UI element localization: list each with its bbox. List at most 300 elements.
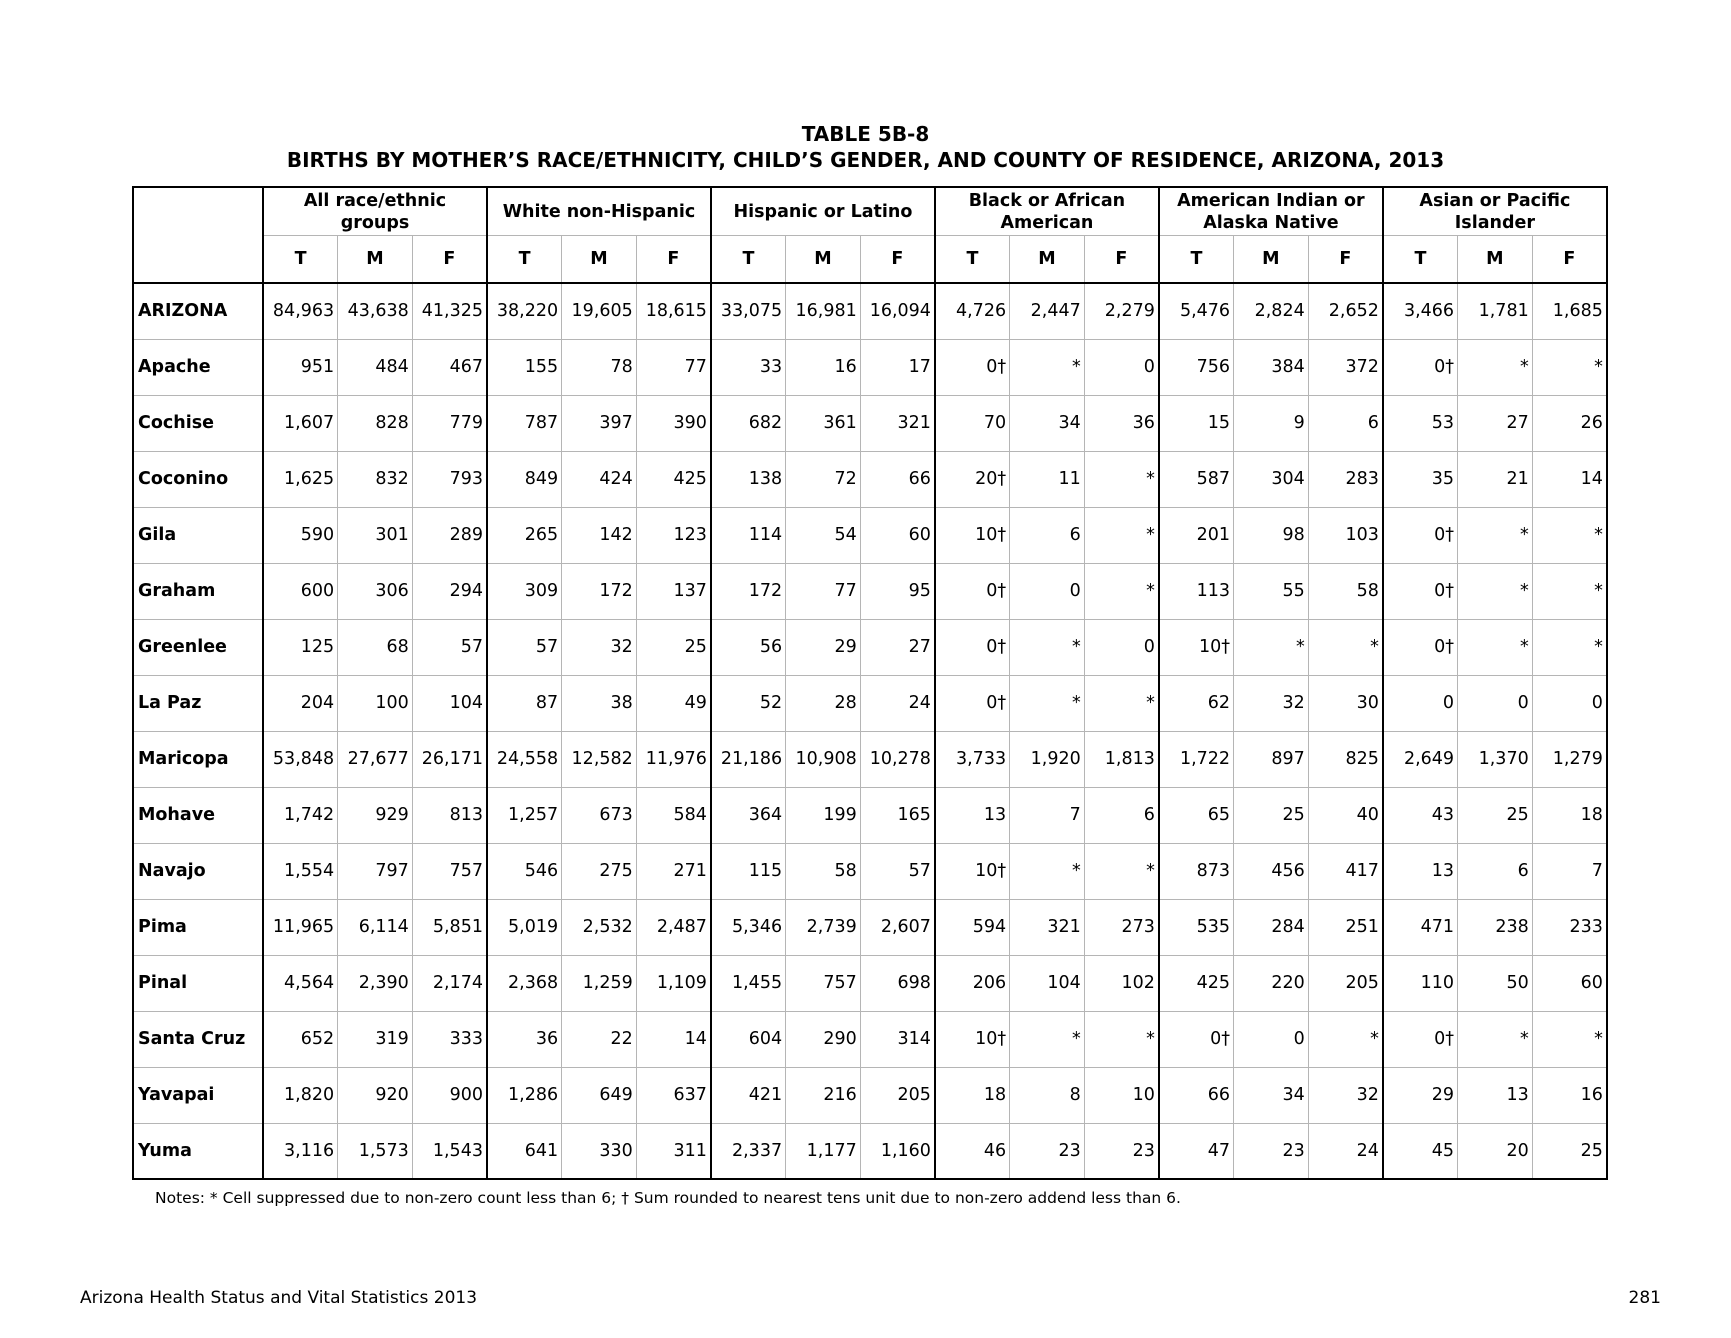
data-cell: 60 [1532, 955, 1607, 1011]
data-cell: 33 [711, 339, 786, 395]
footer-publication: Arizona Health Status and Vital Statistics 2013 [80, 1288, 478, 1308]
data-cell: 5,346 [711, 899, 786, 955]
county-name: Gila [133, 507, 263, 563]
data-cell: 1,160 [860, 1123, 935, 1179]
data-cell: 306 [338, 563, 413, 619]
data-cell: 698 [860, 955, 935, 1011]
data-cell: 32 [562, 619, 637, 675]
data-cell: 22 [562, 1011, 637, 1067]
data-cell: 41,325 [412, 283, 487, 339]
data-cell: 27,677 [338, 731, 413, 787]
data-cell: 471 [1383, 899, 1458, 955]
data-cell: 5,476 [1159, 283, 1234, 339]
data-cell: 26,171 [412, 731, 487, 787]
county-name: Graham [133, 563, 263, 619]
data-cell: 793 [412, 451, 487, 507]
data-cell: * [1084, 563, 1159, 619]
data-cell: 652 [263, 1011, 338, 1067]
data-cell: 20 [1458, 1123, 1533, 1179]
data-cell: 1,543 [412, 1123, 487, 1179]
data-cell: 275 [562, 843, 637, 899]
data-cell: 10† [935, 843, 1010, 899]
data-cell: 216 [786, 1067, 861, 1123]
data-cell: 397 [562, 395, 637, 451]
data-cell: 1,920 [1010, 731, 1085, 787]
data-cell: 535 [1159, 899, 1234, 955]
data-cell: 0 [1084, 619, 1159, 675]
data-cell: 32 [1308, 1067, 1383, 1123]
data-cell: 637 [636, 1067, 711, 1123]
subheader-t: T [1159, 236, 1234, 284]
data-cell: 0 [1084, 339, 1159, 395]
county-name: La Paz [133, 675, 263, 731]
table-row [133, 731, 1607, 787]
subheader-f: F [636, 236, 711, 284]
subheader-f: F [860, 236, 935, 284]
data-cell: 49 [636, 675, 711, 731]
county-name: Yavapai [133, 1067, 263, 1123]
data-cell: 98 [1234, 507, 1309, 563]
data-cell: 333 [412, 1011, 487, 1067]
data-cell: 27 [860, 619, 935, 675]
data-cell: 36 [1084, 395, 1159, 451]
data-cell: 38 [562, 675, 637, 731]
data-cell: 87 [487, 675, 562, 731]
data-cell: 165 [860, 787, 935, 843]
data-cell: 58 [786, 843, 861, 899]
data-cell: 421 [711, 1067, 786, 1123]
data-cell: 123 [636, 507, 711, 563]
data-cell: 314 [860, 1011, 935, 1067]
data-cell: 205 [1308, 955, 1383, 1011]
data-cell: 1,813 [1084, 731, 1159, 787]
data-cell: 0† [1159, 1011, 1234, 1067]
data-cell: * [1010, 843, 1085, 899]
data-cell: 1,820 [263, 1067, 338, 1123]
data-cell: 56 [711, 619, 786, 675]
data-cell: 16 [786, 339, 861, 395]
data-cell: 13 [1458, 1067, 1533, 1123]
data-cell: 68 [338, 619, 413, 675]
data-cell: 25 [1532, 1123, 1607, 1179]
data-cell: 25 [1458, 787, 1533, 843]
data-cell: 0† [935, 619, 1010, 675]
data-cell: 28 [786, 675, 861, 731]
data-cell: 828 [338, 395, 413, 451]
data-cell: 584 [636, 787, 711, 843]
table-title: TABLE 5B-8 [801, 122, 930, 146]
data-cell: 364 [711, 787, 786, 843]
data-cell: 58 [1308, 563, 1383, 619]
county-name: Apache [133, 339, 263, 395]
data-cell: 18 [1532, 787, 1607, 843]
data-cell: 4,564 [263, 955, 338, 1011]
data-cell: 32 [1234, 675, 1309, 731]
data-cell: 2,649 [1383, 731, 1458, 787]
subheader-t: T [263, 236, 338, 284]
data-cell: 0 [1383, 675, 1458, 731]
data-cell: 6 [1084, 787, 1159, 843]
data-cell: 0† [935, 339, 1010, 395]
group-header: American Indian or Alaska Native [1159, 187, 1383, 236]
data-cell: 11,965 [263, 899, 338, 955]
table-row [133, 563, 1607, 619]
data-cell: 6 [1458, 843, 1533, 899]
data-cell: 2,368 [487, 955, 562, 1011]
data-cell: 1,177 [786, 1123, 861, 1179]
group-header: White non-Hispanic [487, 187, 711, 236]
data-cell: 55 [1234, 563, 1309, 619]
group-header: All race/ethnic groups [263, 187, 487, 236]
data-cell: 1,109 [636, 955, 711, 1011]
data-cell: * [1458, 339, 1533, 395]
data-cell: 0† [1383, 1011, 1458, 1067]
data-cell: 7 [1010, 787, 1085, 843]
data-cell: 201 [1159, 507, 1234, 563]
data-cell: 65 [1159, 787, 1234, 843]
data-cell: 57 [487, 619, 562, 675]
data-cell: 24,558 [487, 731, 562, 787]
data-cell: 0† [1383, 507, 1458, 563]
data-cell: 0 [1234, 1011, 1309, 1067]
data-cell: 301 [338, 507, 413, 563]
data-cell: 929 [338, 787, 413, 843]
data-cell: 36 [487, 1011, 562, 1067]
data-cell: 1,722 [1159, 731, 1234, 787]
data-cell: 384 [1234, 339, 1309, 395]
data-cell: 38,220 [487, 283, 562, 339]
data-cell: 172 [711, 563, 786, 619]
data-cell: 172 [562, 563, 637, 619]
data-cell: 53,848 [263, 731, 338, 787]
data-cell: * [1010, 1011, 1085, 1067]
data-cell: 24 [860, 675, 935, 731]
data-cell: 2,487 [636, 899, 711, 955]
data-cell: 25 [1234, 787, 1309, 843]
data-cell: 1,455 [711, 955, 786, 1011]
data-cell: 813 [412, 787, 487, 843]
page-number: 281 [1628, 1288, 1661, 1308]
data-cell: 104 [412, 675, 487, 731]
data-cell: 5,851 [412, 899, 487, 955]
data-cell: 10† [935, 507, 1010, 563]
data-cell: 1,685 [1532, 283, 1607, 339]
data-cell: 233 [1532, 899, 1607, 955]
data-cell: 897 [1234, 731, 1309, 787]
data-cell: 1,554 [263, 843, 338, 899]
data-cell: * [1532, 563, 1607, 619]
data-cell: 57 [412, 619, 487, 675]
data-cell: * [1308, 1011, 1383, 1067]
table-row [133, 339, 1607, 395]
data-cell: 604 [711, 1011, 786, 1067]
table-notes: Notes: * Cell suppressed due to non-zero count less than 6; † Sum rounded to nearest tens unit due to non-zero addend less than 6. [155, 1189, 1181, 1207]
data-cell: * [1010, 619, 1085, 675]
county-name: Navajo [133, 843, 263, 899]
data-cell: 13 [1383, 843, 1458, 899]
data-cell: 66 [860, 451, 935, 507]
data-cell: 238 [1458, 899, 1533, 955]
data-cell: 45 [1383, 1123, 1458, 1179]
subheader-t: T [1383, 236, 1458, 284]
data-cell: 47 [1159, 1123, 1234, 1179]
data-cell: 3,733 [935, 731, 1010, 787]
data-cell: 77 [786, 563, 861, 619]
data-cell: 19,605 [562, 283, 637, 339]
data-cell: 21 [1458, 451, 1533, 507]
data-cell: 265 [487, 507, 562, 563]
county-name: Pima [133, 899, 263, 955]
data-cell: 2,390 [338, 955, 413, 1011]
data-cell: * [1458, 619, 1533, 675]
data-cell: * [1532, 1011, 1607, 1067]
data-cell: 309 [487, 563, 562, 619]
data-cell: 16 [1532, 1067, 1607, 1123]
data-cell: 77 [636, 339, 711, 395]
data-cell: 467 [412, 339, 487, 395]
data-cell: 110 [1383, 955, 1458, 1011]
data-cell: 6 [1010, 507, 1085, 563]
data-cell: * [1532, 339, 1607, 395]
data-cell: 0† [935, 563, 1010, 619]
data-cell: * [1308, 619, 1383, 675]
data-cell: 283 [1308, 451, 1383, 507]
data-cell: 2,337 [711, 1123, 786, 1179]
table-row [133, 899, 1607, 955]
data-cell: 52 [711, 675, 786, 731]
data-cell: 16,981 [786, 283, 861, 339]
data-cell: 9 [1234, 395, 1309, 451]
data-cell: 3,466 [1383, 283, 1458, 339]
data-cell: 27 [1458, 395, 1533, 451]
data-cell: 311 [636, 1123, 711, 1179]
data-cell: 587 [1159, 451, 1234, 507]
data-cell: 43,638 [338, 283, 413, 339]
subheader-m: M [1458, 236, 1533, 284]
data-cell: 425 [1159, 955, 1234, 1011]
data-cell: 18 [935, 1067, 1010, 1123]
data-cell: 21,186 [711, 731, 786, 787]
data-cell: 62 [1159, 675, 1234, 731]
data-cell: 456 [1234, 843, 1309, 899]
data-cell: 0† [1383, 563, 1458, 619]
county-header [133, 187, 263, 283]
data-cell: 6 [1308, 395, 1383, 451]
table-row [133, 1011, 1607, 1067]
data-cell: 204 [263, 675, 338, 731]
data-cell: 142 [562, 507, 637, 563]
data-cell: 10,278 [860, 731, 935, 787]
table-row [133, 395, 1607, 451]
data-cell: 14 [1532, 451, 1607, 507]
data-cell: 1,259 [562, 955, 637, 1011]
data-cell: 484 [338, 339, 413, 395]
data-cell: 361 [786, 395, 861, 451]
data-cell: 30 [1308, 675, 1383, 731]
data-cell: 50 [1458, 955, 1533, 1011]
data-cell: 70 [935, 395, 1010, 451]
county-name: Santa Cruz [133, 1011, 263, 1067]
subheader-m: M [1010, 236, 1085, 284]
data-cell: * [1458, 507, 1533, 563]
data-cell: 0† [1383, 339, 1458, 395]
data-cell: 8 [1010, 1067, 1085, 1123]
data-cell: 54 [786, 507, 861, 563]
subheader-f: F [1532, 236, 1607, 284]
data-cell: * [1084, 507, 1159, 563]
county-name: Yuma [133, 1123, 263, 1179]
data-cell: 66 [1159, 1067, 1234, 1123]
data-cell: 273 [1084, 899, 1159, 955]
data-cell: 600 [263, 563, 338, 619]
table-row [133, 787, 1607, 843]
data-cell: 46 [935, 1123, 1010, 1179]
data-cell: 33,075 [711, 283, 786, 339]
data-cell: 251 [1308, 899, 1383, 955]
data-cell: 23 [1010, 1123, 1085, 1179]
subheader-f: F [1084, 236, 1159, 284]
data-cell: 13 [935, 787, 1010, 843]
data-cell: * [1010, 339, 1085, 395]
data-cell: * [1010, 675, 1085, 731]
subheader-t: T [487, 236, 562, 284]
data-cell: 53 [1383, 395, 1458, 451]
data-cell: 1,625 [263, 451, 338, 507]
data-cell: 920 [338, 1067, 413, 1123]
data-cell: 330 [562, 1123, 637, 1179]
data-cell: 1,607 [263, 395, 338, 451]
data-cell: 60 [860, 507, 935, 563]
data-cell: 673 [562, 787, 637, 843]
data-cell: 1,286 [487, 1067, 562, 1123]
data-cell: 206 [935, 955, 1010, 1011]
data-cell: 20† [935, 451, 1010, 507]
data-cell: 125 [263, 619, 338, 675]
data-cell: 17 [860, 339, 935, 395]
data-cell: 289 [412, 507, 487, 563]
data-cell: * [1084, 1011, 1159, 1067]
table-row [133, 451, 1607, 507]
data-cell: 155 [487, 339, 562, 395]
data-cell: 832 [338, 451, 413, 507]
data-cell: 2,174 [412, 955, 487, 1011]
data-cell: 2,447 [1010, 283, 1085, 339]
data-cell: 78 [562, 339, 637, 395]
subheader-m: M [1234, 236, 1309, 284]
data-cell: * [1084, 843, 1159, 899]
data-cell: * [1234, 619, 1309, 675]
county-name: Greenlee [133, 619, 263, 675]
data-cell: 14 [636, 1011, 711, 1067]
data-cell: 34 [1234, 1067, 1309, 1123]
subheader-m: M [786, 236, 861, 284]
data-cell: 10† [1159, 619, 1234, 675]
data-cell: 34 [1010, 395, 1085, 451]
data-cell: 23 [1234, 1123, 1309, 1179]
data-cell: 304 [1234, 451, 1309, 507]
data-cell: 15 [1159, 395, 1234, 451]
table-row [133, 507, 1607, 563]
data-cell: 1,742 [263, 787, 338, 843]
group-header: Hispanic or Latino [711, 187, 935, 236]
data-cell: 84,963 [263, 283, 338, 339]
data-cell: 417 [1308, 843, 1383, 899]
data-cell: 40 [1308, 787, 1383, 843]
data-cell: 2,739 [786, 899, 861, 955]
data-cell: 424 [562, 451, 637, 507]
data-cell: 23 [1084, 1123, 1159, 1179]
data-cell: 18,615 [636, 283, 711, 339]
table-subtitle: BIRTHS BY MOTHER’S RACE/ETHNICITY, CHILD’S GENDER, AND COUNTY OF RESIDENCE, ARIZONA, 2013 [286, 148, 1445, 172]
data-cell: 2,279 [1084, 283, 1159, 339]
data-cell: 849 [487, 451, 562, 507]
data-cell: * [1532, 619, 1607, 675]
data-cell: 104 [1010, 955, 1085, 1011]
data-cell: 57 [860, 843, 935, 899]
data-cell: 114 [711, 507, 786, 563]
data-cell: 797 [338, 843, 413, 899]
births-table [132, 186, 1608, 1180]
data-cell: 284 [1234, 899, 1309, 955]
data-cell: 100 [338, 675, 413, 731]
data-cell: 43 [1383, 787, 1458, 843]
data-cell: 825 [1308, 731, 1383, 787]
data-cell: 102 [1084, 955, 1159, 1011]
data-cell: 425 [636, 451, 711, 507]
data-cell: 372 [1308, 339, 1383, 395]
data-cell: 220 [1234, 955, 1309, 1011]
data-cell: 29 [1383, 1067, 1458, 1123]
data-cell: * [1532, 507, 1607, 563]
county-name: ARIZONA [133, 283, 263, 339]
data-cell: 1,279 [1532, 731, 1607, 787]
data-cell: 0† [1383, 619, 1458, 675]
data-cell: 24 [1308, 1123, 1383, 1179]
subheader-m: M [338, 236, 413, 284]
county-name: Coconino [133, 451, 263, 507]
data-cell: 29 [786, 619, 861, 675]
group-header: Asian or Pacific Islander [1383, 187, 1607, 236]
data-cell: 0† [935, 675, 1010, 731]
data-cell: 3,116 [263, 1123, 338, 1179]
table-row [133, 955, 1607, 1011]
data-cell: 0 [1458, 675, 1533, 731]
subheader-f: F [1308, 236, 1383, 284]
data-cell: 35 [1383, 451, 1458, 507]
subheader-t: T [711, 236, 786, 284]
data-cell: 290 [786, 1011, 861, 1067]
subheader-t: T [935, 236, 1010, 284]
data-cell: 95 [860, 563, 935, 619]
data-cell: 271 [636, 843, 711, 899]
table-row [133, 1123, 1607, 1179]
table-row [133, 675, 1607, 731]
data-cell: 205 [860, 1067, 935, 1123]
data-cell: 546 [487, 843, 562, 899]
data-cell: 11 [1010, 451, 1085, 507]
data-cell: 682 [711, 395, 786, 451]
data-cell: 113 [1159, 563, 1234, 619]
data-cell: 900 [412, 1067, 487, 1123]
data-cell: 25 [636, 619, 711, 675]
county-name: Cochise [133, 395, 263, 451]
subheader-m: M [562, 236, 637, 284]
data-cell: 4,726 [935, 283, 1010, 339]
data-cell: 787 [487, 395, 562, 451]
data-cell: 390 [636, 395, 711, 451]
data-cell: 11,976 [636, 731, 711, 787]
data-cell: 0 [1010, 563, 1085, 619]
